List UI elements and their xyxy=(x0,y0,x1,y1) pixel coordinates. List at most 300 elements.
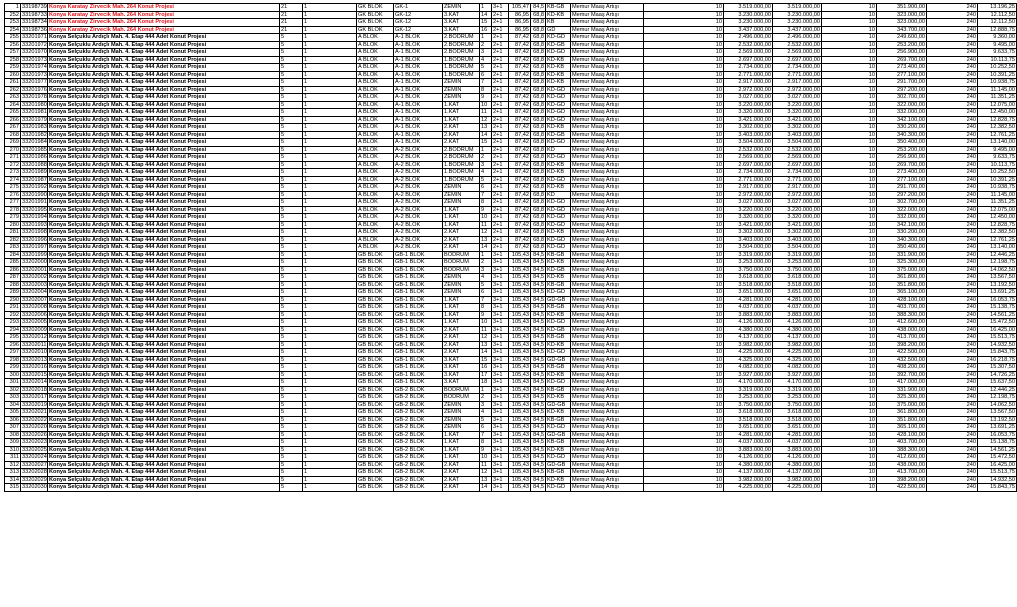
cell-payment-type: Memur Maaş Artışı xyxy=(571,101,644,109)
cell-gross-area: 105,43 xyxy=(509,274,531,282)
cell-col-e: 1 xyxy=(303,401,357,409)
cell-installment-amount: 12.446,25 xyxy=(978,386,1017,394)
cell-record-id: 33201973 xyxy=(22,56,47,63)
cell-term: 10 xyxy=(644,101,724,109)
cell-total-price: 3.230.000,00 xyxy=(773,19,822,27)
cell-installment-amount: 12.446,25 xyxy=(978,251,1017,259)
cell-room-type: 2+1 xyxy=(492,116,509,124)
cell-unit-no: 14 xyxy=(480,131,492,139)
cell-payment-type: Memur Maaş Artışı xyxy=(571,139,644,147)
cell-room-type: 2+1 xyxy=(492,139,509,147)
cell-record-id: 33202005 xyxy=(22,319,47,325)
cell-term: 10 xyxy=(644,454,724,462)
cell-unit-no: 14 xyxy=(480,244,492,252)
cell-price: 3.518.000,00 xyxy=(724,281,773,289)
table-row xyxy=(5,244,1017,252)
cell-total-price: 3.437.000,00 xyxy=(773,26,822,34)
cell-row-number: 263 xyxy=(5,94,21,102)
cell-row-number: 288 xyxy=(5,281,21,289)
cell-project-name: Konya Selçuklu Ardıçlı Mah. 4. Etap 444 Adet Konut Projesi xyxy=(48,146,280,154)
cell-gross-area: 105,43 xyxy=(509,446,531,454)
cell-row-number: 284 xyxy=(5,251,21,259)
cell-down-payment: 403.700,00 xyxy=(877,304,927,312)
cell-block: GB BLOK xyxy=(357,274,394,282)
cell-block-unit: A-2 BLOK xyxy=(394,236,443,244)
cell-block: GB BLOK xyxy=(357,386,394,394)
cell-installments: 240 xyxy=(927,146,978,154)
cell-term: 10 xyxy=(644,431,724,439)
cell-installments: 240 xyxy=(927,326,978,334)
cell-facade: KB-GB xyxy=(546,439,571,447)
cell-gross-area: 105,43 xyxy=(509,409,531,417)
cell-col-d: 5 xyxy=(280,296,303,304)
cell-price: 2.496.000,00 xyxy=(724,34,773,42)
cell-row-number: 294 xyxy=(5,326,21,334)
cell-facade: KD-GD xyxy=(546,49,571,57)
cell-down-percent: 10 xyxy=(822,64,877,72)
table-row xyxy=(5,86,1017,94)
cell-facade: KB-GB xyxy=(546,364,571,372)
cell-col-e: 1 xyxy=(303,71,357,79)
cell-row-number: 275 xyxy=(5,184,21,192)
cell-gross-area: 87,42 xyxy=(509,206,531,214)
cell-block-unit: A-2 BLOK xyxy=(394,161,443,169)
cell-net-area: 84,5 xyxy=(531,259,546,267)
cell-price: 3.403.000,00 xyxy=(724,131,773,139)
spreadsheet xyxy=(4,3,1015,603)
cell-installment-amount: 10.391,25 xyxy=(978,176,1017,184)
cell-block-unit: A-1 BLOK xyxy=(394,34,443,42)
cell-col-e: 1 xyxy=(303,124,357,132)
cell-col-d: 5 xyxy=(280,311,303,319)
cell-row-number: 292 xyxy=(5,311,21,319)
cell-price: 3.618.000,00 xyxy=(724,274,773,282)
cell-record-id: 33201977 xyxy=(22,79,47,85)
cell-total-price: 4.225.000,00 xyxy=(773,484,822,492)
cell-unit-no: 11 xyxy=(480,221,492,229)
table-row xyxy=(5,476,1017,484)
table-row xyxy=(5,259,1017,267)
cell-facade: KD-GD xyxy=(546,454,571,462)
cell-room-type: 3+1 xyxy=(492,394,509,402)
cell-block: A BLOK xyxy=(357,71,394,79)
cell-price: 4.380.000,00 xyxy=(724,461,773,469)
cell-net-area: 84,5 xyxy=(531,274,546,282)
cell-room-type: 2+1 xyxy=(492,49,509,57)
cell-unit-no: 6 xyxy=(480,184,492,192)
cell-total-price: 2.697.000,00 xyxy=(773,161,822,169)
cell-term: 10 xyxy=(644,334,724,342)
cell-room-type: 2+1 xyxy=(492,236,509,244)
cell-record-id: 33202021 xyxy=(22,409,47,415)
cell-price: 4.380.000,00 xyxy=(724,326,773,334)
cell-down-percent: 10 xyxy=(822,184,877,192)
cell-record-id: 33202017 xyxy=(22,394,47,400)
cell-price: 2.734.000,00 xyxy=(724,64,773,72)
cell-floor: 3.KAT xyxy=(443,26,480,34)
cell-record-id: 33201976 xyxy=(22,86,47,93)
cell-price: 3.220.000,00 xyxy=(724,101,773,109)
cell-price: 3.519.000,00 xyxy=(724,4,773,12)
cell-down-payment: 422.500,00 xyxy=(877,484,927,492)
cell-down-payment: 432.500,00 xyxy=(877,356,927,364)
cell-col-e: 1 xyxy=(303,206,357,214)
cell-gross-area: 87,42 xyxy=(509,221,531,229)
cell-col-d: 5 xyxy=(280,289,303,297)
cell-room-type: 3+1 xyxy=(492,386,509,394)
cell-gross-area: 105,43 xyxy=(509,289,531,297)
cell-room-type: 3+1 xyxy=(492,379,509,387)
cell-row-number: 307 xyxy=(5,424,21,432)
cell-row-number: 279 xyxy=(5,214,21,222)
cell-block-unit: A-1 BLOK xyxy=(394,124,443,132)
cell-block: A BLOK xyxy=(357,124,394,132)
cell-term: 10 xyxy=(644,319,724,327)
cell-down-payment: 350.400,00 xyxy=(877,139,927,147)
cell-down-percent: 10 xyxy=(822,439,877,447)
cell-installments: 240 xyxy=(927,154,978,162)
cell-project-name: Konya Selçuklu Ardıçlı Mah. 4. Etap 444 Adet Konut Projesi xyxy=(48,251,280,259)
cell-row-number: 310 xyxy=(5,446,21,454)
cell-unit-no: 15 xyxy=(480,19,492,27)
cell-col-e: 1 xyxy=(303,259,357,267)
cell-total-price: 3.319.000,00 xyxy=(773,251,822,259)
cell-down-payment: 269.700,00 xyxy=(877,56,927,64)
cell-down-payment: 343.700,00 xyxy=(877,26,927,34)
cell-row-number: 265 xyxy=(5,109,21,117)
cell-installment-amount: 12.761,25 xyxy=(978,131,1017,139)
cell-gross-area: 105,43 xyxy=(509,454,531,462)
cell-gross-area: 105,43 xyxy=(509,341,531,349)
cell-floor: 2.BODRUM xyxy=(443,34,480,42)
cell-project-name: Konya Selçuklu Ardıçlı Mah. 4. Etap 444 Adet Konut Projesi xyxy=(48,454,280,462)
cell-block: GB BLOK xyxy=(357,424,394,432)
cell-col-d: 5 xyxy=(280,341,303,349)
cell-payment-type: Memur Maaş Artışı xyxy=(571,26,644,34)
cell-down-percent: 10 xyxy=(822,379,877,387)
table-row xyxy=(5,34,1017,42)
cell-gross-area: 105,43 xyxy=(509,364,531,372)
cell-term: 10 xyxy=(644,289,724,297)
cell-down-percent: 10 xyxy=(822,266,877,274)
cell-block: GB BLOK xyxy=(357,364,394,372)
cell-project-name: Konya Selçuklu Ardıçlı Mah. 4. Etap 444 Adet Konut Projesi xyxy=(48,416,280,424)
cell-unit-no: 15 xyxy=(480,356,492,364)
cell-block-unit: GB-2 BLOK xyxy=(394,431,443,439)
cell-project-name: Konya Selçuklu Ardıçlı Mah. 4. Etap 444 Adet Konut Projesi xyxy=(48,139,280,147)
cell-down-percent: 10 xyxy=(822,281,877,289)
cell-col-e: 1 xyxy=(303,34,357,42)
cell-total-price: 3.319.000,00 xyxy=(773,386,822,394)
cell-down-payment: 269.700,00 xyxy=(877,161,927,169)
cell-unit-no: 11 xyxy=(480,461,492,469)
cell-project-name: Konya Selçuklu Ardıçlı Mah. 4. Etap 444 Adet Konut Projesi xyxy=(48,484,280,492)
cell-installments: 240 xyxy=(927,19,978,27)
cell-col-d: 5 xyxy=(280,86,303,94)
cell-facade: KD-KB xyxy=(546,476,571,484)
cell-net-area: 68,8 xyxy=(531,94,546,102)
cell-project-name: Konya Selçuklu Ardıçlı Mah. 4. Etap 444 Adet Konut Projesi xyxy=(48,101,280,109)
cell-col-e: 1 xyxy=(303,311,357,319)
cell-installment-amount: 13.192,50 xyxy=(978,416,1017,424)
cell-installment-amount: 13.691,25 xyxy=(978,289,1017,297)
cell-facade: KD-GB xyxy=(546,326,571,334)
cell-installments: 240 xyxy=(927,394,978,402)
cell-row-number: 302 xyxy=(5,386,21,394)
cell-project-name: Konya Selçuklu Ardıçlı Mah. 4. Etap 444 Adet Konut Projesi xyxy=(48,274,280,282)
cell-down-payment: 332.000,00 xyxy=(877,109,927,117)
cell-block-unit: GB-1 BLOK xyxy=(394,296,443,304)
cell-installments: 240 xyxy=(927,304,978,312)
cell-block: A BLOK xyxy=(357,116,394,124)
cell-floor: 2.KAT xyxy=(443,476,480,484)
cell-row-number: 257 xyxy=(5,49,21,57)
cell-unit-no: 16 xyxy=(480,26,492,34)
cell-term: 10 xyxy=(644,259,724,267)
cell-room-type: 2+1 xyxy=(492,184,509,192)
cell-facade: KB-GB xyxy=(546,334,571,342)
cell-installments: 240 xyxy=(927,341,978,349)
cell-gross-area: 105,43 xyxy=(509,401,531,409)
cell-installments: 240 xyxy=(927,356,978,364)
cell-block-unit: A-2 BLOK xyxy=(394,244,443,252)
cell-floor: 1.KAT xyxy=(443,101,480,109)
table-row xyxy=(5,379,1017,387)
cell-floor: ZEMİN xyxy=(443,409,480,417)
cell-down-percent: 10 xyxy=(822,484,877,492)
cell-col-e: 1 xyxy=(303,86,357,94)
cell-net-area: 84,5 xyxy=(531,454,546,462)
cell-down-percent: 10 xyxy=(822,139,877,147)
cell-record-id: 33201972 xyxy=(22,41,47,48)
cell-down-payment: 388.300,00 xyxy=(877,446,927,454)
cell-block: A BLOK xyxy=(357,206,394,214)
cell-installment-amount: 11.145,00 xyxy=(978,86,1017,94)
cell-project-name: Konya Karatay Zirvecik Mah. 264 Konut Projesi xyxy=(48,4,280,12)
cell-block: A BLOK xyxy=(357,191,394,199)
cell-net-area: 68,8 xyxy=(531,86,546,94)
cell-price: 3.027.000,00 xyxy=(724,94,773,102)
cell-price: 4.225.000,00 xyxy=(724,484,773,492)
cell-col-e: 1 xyxy=(303,131,357,139)
cell-down-payment: 322.000,00 xyxy=(877,101,927,109)
cell-block-unit: GB-2 BLOK xyxy=(394,409,443,417)
cell-installments: 240 xyxy=(927,191,978,199)
cell-term: 10 xyxy=(644,79,724,87)
cell-down-payment: 330.200,00 xyxy=(877,124,927,132)
cell-down-payment: 351.800,00 xyxy=(877,281,927,289)
cell-installments: 240 xyxy=(927,296,978,304)
cell-facade: KD-KB xyxy=(546,71,571,79)
cell-payment-type: Memur Maaş Artışı xyxy=(571,326,644,334)
cell-payment-type: Memur Maaş Artışı xyxy=(571,296,644,304)
cell-term: 10 xyxy=(644,424,724,432)
cell-price: 4.137.000,00 xyxy=(724,334,773,342)
cell-col-e: 1 xyxy=(303,266,357,274)
cell-facade: KD xyxy=(546,191,571,199)
cell-unit-no: 13 xyxy=(480,476,492,484)
cell-net-area: 68,8 xyxy=(531,199,546,207)
cell-project-name: Konya Selçuklu Ardıçlı Mah. 4. Etap 444 Adet Konut Projesi xyxy=(48,296,280,304)
cell-gross-area: 86,95 xyxy=(509,26,531,34)
cell-block-unit: GB-2 BLOK xyxy=(394,476,443,484)
cell-unit-no: 8 xyxy=(480,199,492,207)
cell-facade: KD-GD xyxy=(546,424,571,432)
cell-term: 10 xyxy=(644,56,724,64)
cell-payment-type: Memur Maaş Artışı xyxy=(571,401,644,409)
cell-net-area: 84,5 xyxy=(531,281,546,289)
cell-block-unit: GB-1 BLOK xyxy=(394,251,443,259)
cell-payment-type: Memur Maaş Artışı xyxy=(571,19,644,27)
cell-block-unit: A-1 BLOK xyxy=(394,56,443,64)
cell-facade: GD-GB xyxy=(546,356,571,364)
cell-installment-amount: 9.633,75 xyxy=(978,154,1017,162)
cell-facade: KD-KB xyxy=(546,409,571,417)
cell-block-unit: GB-1 BLOK xyxy=(394,341,443,349)
cell-installment-amount: 13.691,25 xyxy=(978,424,1017,432)
cell-col-d: 5 xyxy=(280,146,303,154)
cell-gross-area: 87,42 xyxy=(509,191,531,199)
cell-price: 2.917.000,00 xyxy=(724,79,773,87)
cell-installment-amount: 15.843,75 xyxy=(978,484,1017,492)
cell-col-e: 1 xyxy=(303,326,357,334)
cell-row-number: 264 xyxy=(5,101,21,109)
cell-col-d: 5 xyxy=(280,431,303,439)
cell-col-e: 1 xyxy=(303,371,357,379)
cell-unit-no: 7 xyxy=(480,431,492,439)
cell-term: 10 xyxy=(644,274,724,282)
cell-gross-area: 105,43 xyxy=(509,424,531,432)
cell-facade: KD-KB xyxy=(546,311,571,319)
cell-down-percent: 10 xyxy=(822,146,877,154)
cell-term: 10 xyxy=(644,296,724,304)
cell-facade: KD-GD xyxy=(546,101,571,109)
cell-room-type: 2+1 xyxy=(492,244,509,252)
cell-total-price: 2.734.000,00 xyxy=(773,64,822,72)
cell-total-price: 3.883.000,00 xyxy=(773,446,822,454)
cell-floor: ZEMİN xyxy=(443,79,480,87)
cell-floor: 1.KAT xyxy=(443,439,480,447)
cell-down-percent: 10 xyxy=(822,131,877,139)
cell-col-e: 1 xyxy=(303,4,357,12)
cell-gross-area: 105,43 xyxy=(509,461,531,469)
cell-term: 10 xyxy=(644,161,724,169)
cell-installment-amount: 12.112,50 xyxy=(978,11,1017,19)
cell-down-percent: 10 xyxy=(822,319,877,327)
cell-price: 3.883.000,00 xyxy=(724,446,773,454)
cell-record-id: 33201989 xyxy=(22,169,47,175)
cell-gross-area: 87,42 xyxy=(509,146,531,154)
cell-facade: GD-GB xyxy=(546,431,571,439)
cell-net-area: 84,5 xyxy=(531,349,546,357)
cell-block-unit: GB-1 BLOK xyxy=(394,274,443,282)
cell-record-id: 33201982 xyxy=(22,131,47,138)
cell-net-area: 84,5 xyxy=(531,409,546,417)
table-row xyxy=(5,169,1017,177)
cell-block-unit: GB-1 BLOK xyxy=(394,319,443,327)
cell-block: GB BLOK xyxy=(357,394,394,402)
cell-col-e: 1 xyxy=(303,19,357,27)
cell-total-price: 3.320.000,00 xyxy=(773,214,822,222)
table-row xyxy=(5,371,1017,379)
table-row xyxy=(5,319,1017,327)
cell-room-type: 3+1 xyxy=(492,424,509,432)
cell-installments: 240 xyxy=(927,131,978,139)
cell-installments: 240 xyxy=(927,79,978,87)
cell-price: 3.504.000,00 xyxy=(724,244,773,252)
cell-down-percent: 10 xyxy=(822,176,877,184)
cell-installment-amount: 10.938,75 xyxy=(978,79,1017,87)
cell-price: 3.320.000,00 xyxy=(724,109,773,117)
cell-floor: 2.KAT xyxy=(443,244,480,252)
cell-record-id: 33201986 xyxy=(22,154,47,160)
cell-project-name: Konya Selçuklu Ardıçlı Mah. 4. Etap 444 Adet Konut Projesi xyxy=(48,214,280,222)
cell-net-area: 68,8 xyxy=(531,236,546,244)
cell-term: 10 xyxy=(644,446,724,454)
cell-price: 2.734.000,00 xyxy=(724,169,773,177)
cell-record-id: 33201979 xyxy=(22,116,47,123)
cell-payment-type: Memur Maaş Artışı xyxy=(571,56,644,64)
cell-payment-type: Memur Maaş Artışı xyxy=(571,154,644,162)
cell-net-area: 84,5 xyxy=(531,341,546,349)
table-row xyxy=(5,131,1017,139)
cell-payment-type: Memur Maaş Artışı xyxy=(571,454,644,462)
cell-installments: 240 xyxy=(927,236,978,244)
cell-project-name: Konya Selçuklu Ardıçlı Mah. 4. Etap 444 Adet Konut Projesi xyxy=(48,176,280,184)
cell-price: 3.320.000,00 xyxy=(724,214,773,222)
cell-project-name: Konya Selçuklu Ardıçlı Mah. 4. Etap 444 Adet Konut Projesi xyxy=(48,401,280,409)
cell-block: A BLOK xyxy=(357,221,394,229)
cell-row-number: 277 xyxy=(5,199,21,207)
cell-row-number: 287 xyxy=(5,274,21,282)
cell-facade: KD-KB xyxy=(546,274,571,282)
cell-gross-area: 87,42 xyxy=(509,79,531,87)
cell-gross-area: 87,42 xyxy=(509,214,531,222)
cell-installments: 240 xyxy=(927,409,978,417)
cell-facade: KD-GB xyxy=(546,266,571,274)
cell-row-number: 298 xyxy=(5,356,21,364)
cell-block: GB BLOK xyxy=(357,454,394,462)
cell-gross-area: 87,42 xyxy=(509,199,531,207)
cell-block: GB BLOK xyxy=(357,334,394,342)
cell-facade: KD-GD xyxy=(546,94,571,102)
cell-payment-type: Memur Maaş Artışı xyxy=(571,221,644,229)
cell-installments: 240 xyxy=(927,484,978,492)
cell-payment-type: Memur Maaş Artışı xyxy=(571,394,644,402)
cell-price: 2.917.000,00 xyxy=(724,184,773,192)
table-row xyxy=(5,71,1017,79)
cell-installment-amount: 16.218,75 xyxy=(978,356,1017,364)
cell-block: GB BLOK xyxy=(357,356,394,364)
cell-facade: KD-KB xyxy=(546,394,571,402)
cell-record-id: 33201988 xyxy=(22,161,47,168)
cell-down-payment: 273.400,00 xyxy=(877,64,927,72)
cell-col-e: 1 xyxy=(303,431,357,439)
cell-floor: ZEMİN xyxy=(443,289,480,297)
cell-record-id: 33202020 xyxy=(22,424,47,430)
cell-payment-type: Memur Maaş Artışı xyxy=(571,94,644,102)
cell-project-name: Konya Selçuklu Ardıçlı Mah. 4. Etap 444 Adet Konut Projesi xyxy=(48,94,280,102)
cell-record-id: 33201987 xyxy=(22,176,47,183)
cell-floor: 1.BODRUM xyxy=(443,169,480,177)
table-row xyxy=(5,221,1017,229)
cell-installment-amount: 14.726,25 xyxy=(978,371,1017,379)
cell-payment-type: Memur Maaş Artışı xyxy=(571,244,644,252)
cell-col-d: 5 xyxy=(280,139,303,147)
cell-floor: ZEMİN xyxy=(443,281,480,289)
cell-down-payment: 408.200,00 xyxy=(877,364,927,372)
cell-gross-area: 105,43 xyxy=(509,439,531,447)
